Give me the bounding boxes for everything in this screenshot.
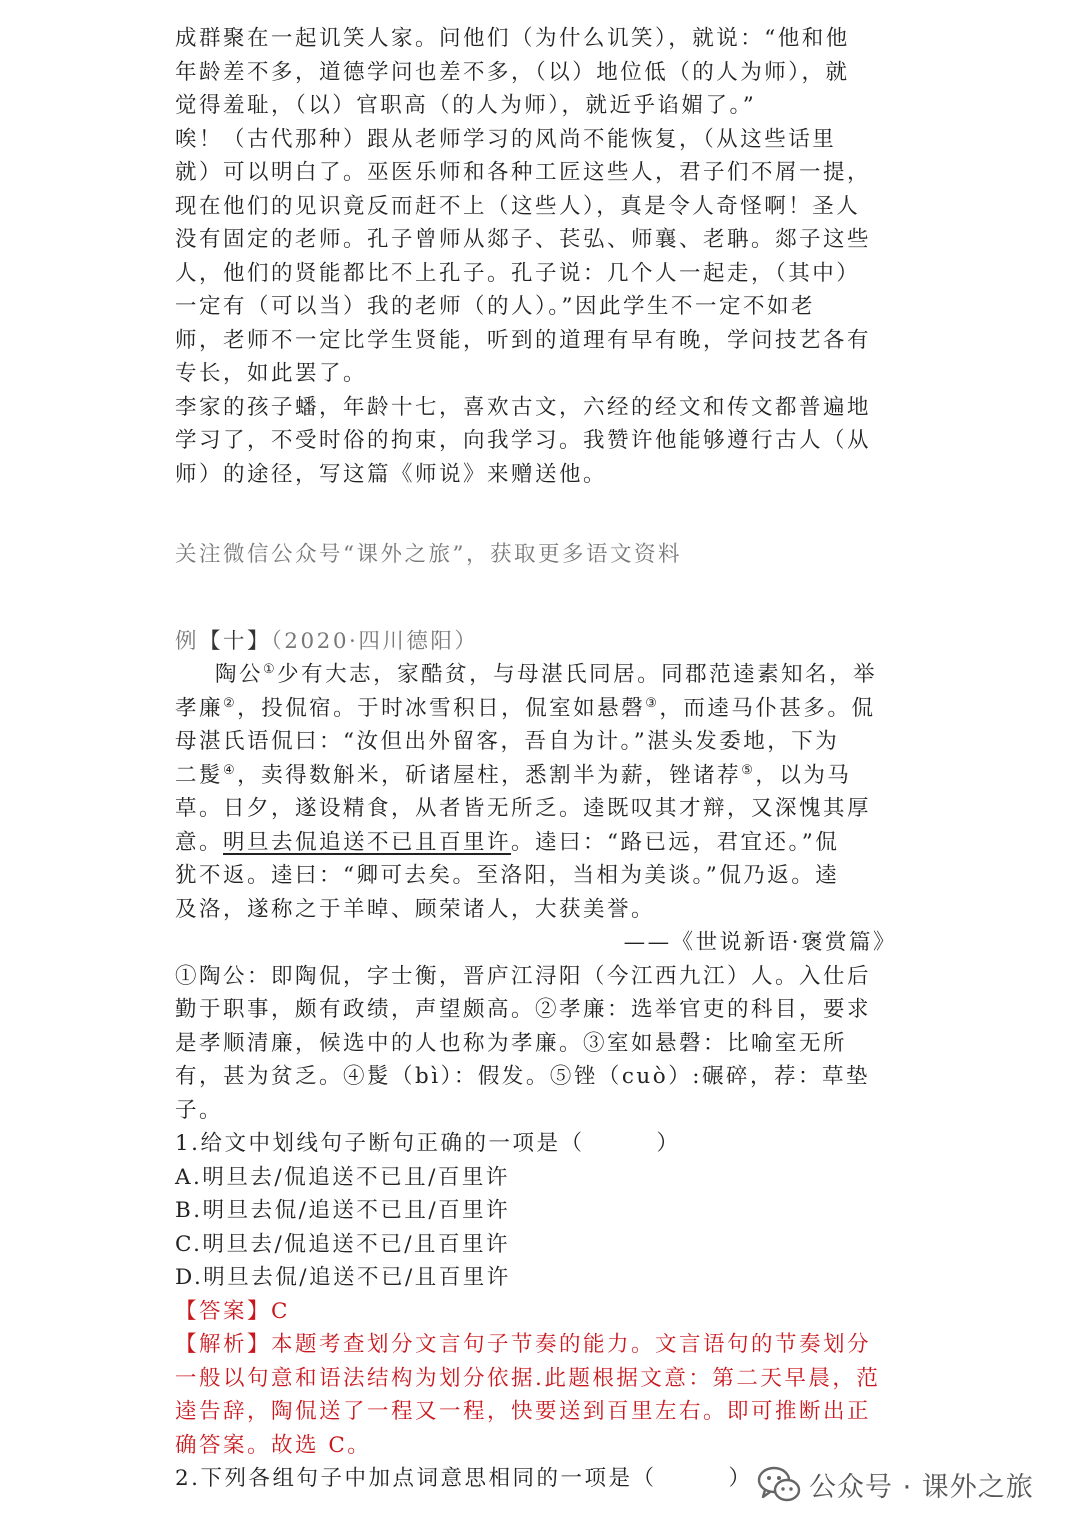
attribution: ——《世说新语·褒赏篇》 bbox=[623, 930, 897, 955]
footnotes bbox=[175, 960, 897, 1128]
analysis-line: 逵告辞，陶侃送了一程又一程，快要送到百里左右。即可推断出正 bbox=[175, 1399, 872, 1424]
footnote-marker: ④ bbox=[223, 762, 238, 778]
text-line: 觉得羞耻，（以）官职高（的人为师），就近乎谄媚了。” bbox=[175, 93, 757, 118]
passage-text: 陶公 bbox=[215, 662, 264, 687]
passage-line bbox=[175, 658, 897, 692]
footnote-line: 勤于职事，颇有政绩，声望颇高。②孝廉：选举官吏的科目，要求 bbox=[175, 997, 872, 1022]
footnote-marker: ⑤ bbox=[741, 762, 756, 778]
text-line: 师）的途径，写这篇《师说》来赠送他。 bbox=[175, 461, 608, 487]
passage-text: 。逵曰：“路已远，君宜还。”侃 bbox=[511, 829, 840, 855]
text-line: 成群聚在一起讥笑人家。问他们（为什么讥笑），就说：“他和他 bbox=[175, 26, 850, 51]
passage-text: ，投侃宿。于时冰雪积日，侃室如悬磬 bbox=[237, 695, 646, 721]
analysis-line: 确答案。故选 C。 bbox=[175, 1432, 372, 1458]
passage-line: 犹不返。逵曰：“卿可去矣。至洛阳，当相为美谈。”侃乃返。逵 bbox=[175, 863, 840, 888]
option-b: B.明旦去侃/追送不已且/百里许 bbox=[175, 1198, 511, 1223]
footnote-line: ①陶公：即陶侃，字士衡，晋庐江浔阳（今江西九江）人。入仕后 bbox=[175, 963, 872, 989]
example-header bbox=[175, 625, 897, 659]
analysis-line: 一般以句意和语法结构为划分依据.此题根据文意：第二天早晨，范 bbox=[175, 1365, 881, 1391]
question-2-stem: 2.下列各组句子中加点词意思相同的一项是（ ） bbox=[175, 1466, 753, 1491]
option-d: D.明旦去侃/追送不已/且百里许 bbox=[175, 1265, 511, 1290]
watermark-text: 公众号 · 课外之旅 bbox=[809, 1471, 1034, 1503]
option-c: C.明旦去/侃追送不已/且百里许 bbox=[175, 1231, 511, 1257]
translation-block-1 bbox=[175, 22, 897, 123]
footnote-marker: ③ bbox=[645, 695, 660, 711]
text-line: 年龄差不多，道德学问也差不多，（以）地位低（的人为师），就 bbox=[175, 59, 850, 85]
passage-line bbox=[175, 692, 897, 726]
option-a: A.明旦去/侃追送不已且/百里许 bbox=[175, 1164, 510, 1190]
passage-line: 及洛，遂称之于羊晫、顾荣诸人，大获美誉。 bbox=[175, 896, 656, 922]
passage-line bbox=[175, 826, 897, 860]
text-line: 一定有（可以当）我的老师（的人）。”因此学生不一定不如老 bbox=[175, 294, 815, 319]
passage-text: 二髲 bbox=[175, 762, 224, 788]
text-line: 没有固定的老师。孔子曾师从郯子、苌弘、师襄、老聃。郯子这些 bbox=[175, 227, 872, 252]
passage-text: ，卖得数斛米，斫诸屋柱，悉割半为薪，锉诸荐 bbox=[237, 762, 742, 788]
wechat-icon bbox=[757, 1464, 801, 1504]
question-stem: 1.给文中划线句子断句正确的一项是（ ） bbox=[175, 1131, 681, 1156]
passage-line: 母湛氏语侃曰：“汝但出外留客，吾自为计。”湛头发委地，下为 bbox=[175, 729, 840, 754]
passage-text: 少有大志，家酷贫，与母湛氏同居。同郡范逵素知名，举 bbox=[277, 662, 878, 687]
passage-line bbox=[175, 759, 897, 793]
analysis-line bbox=[175, 1328, 897, 1362]
analysis-label: 【解析】 bbox=[175, 1332, 272, 1357]
answer-value: C bbox=[271, 1298, 290, 1324]
passage-text: 孝廉 bbox=[175, 695, 224, 721]
passage-text: ，而逵马仆甚多。侃 bbox=[659, 695, 876, 721]
text-line: 专长，如此罢了。 bbox=[175, 361, 368, 386]
text-line: 唉！（古代那种）跟从老师学习的风尚不能恢复，（从这些话里 bbox=[175, 126, 837, 152]
footnote-line: 有，甚为贫乏。④髲（bì）：假发。⑤锉（cuò）:碾碎，荐：草垫 bbox=[175, 1064, 870, 1089]
watermark bbox=[757, 1462, 1057, 1506]
example-number: 【十】 bbox=[199, 628, 272, 654]
answer-label: 【答案】 bbox=[175, 1298, 272, 1324]
text-line: 李家的孩子蟠，年龄十七，喜欢古文，六经的经文和传文都普遍地 bbox=[175, 394, 872, 420]
passage bbox=[175, 658, 897, 960]
text-line: 学习了，不受时俗的拘束，向我学习。我赞许他能够遵行古人（从 bbox=[175, 428, 872, 453]
text-line: 人，他们的贤能都比不上孔子。孔子说：几个人一起走，（其中） bbox=[175, 260, 861, 286]
underlined-sentence: 明旦去侃追送不已且百里许 bbox=[223, 829, 512, 855]
answer-line bbox=[175, 1295, 897, 1329]
passage-text: ，以为马 bbox=[755, 762, 852, 788]
footnote-marker: ② bbox=[223, 695, 238, 711]
footnote-line: 子。 bbox=[175, 1097, 224, 1123]
footnote-line: 是孝顺清廉，候选中的人也称为孝廉。③室如悬磬：比喻室无所 bbox=[175, 1030, 848, 1056]
text-line: 师，老师不一定比学生贤能，听到的道理有早有晚，学问技艺各有 bbox=[175, 327, 872, 353]
document-page bbox=[175, 22, 897, 1496]
translation-block-3 bbox=[175, 391, 897, 492]
footnote-marker: ① bbox=[263, 662, 278, 677]
passage-line: 草。日夕，遂设精食，从者皆无所乏。逵既叹其才辩，又深愧其厚 bbox=[175, 796, 872, 821]
question-1 bbox=[175, 1127, 897, 1462]
promo-text: 关注微信公众号“课外之旅”，获取更多语文资料 bbox=[175, 542, 682, 567]
example-label: 例 bbox=[175, 628, 200, 654]
text-line: 就）可以明白了。巫医乐师和各种工匠这些人，君子们不屑一提， bbox=[175, 160, 872, 185]
text-line: 现在他们的见识竟反而赶不上（这些人），真是令人奇怪啊！圣人 bbox=[175, 193, 861, 219]
passage-text: 意。 bbox=[175, 829, 224, 855]
analysis-text: 本题考查划分文言句子节奏的能力。文言语句的节奏划分 bbox=[271, 1332, 872, 1357]
translation-block-2 bbox=[175, 123, 897, 391]
example-source: （2020·四川德阳） bbox=[271, 628, 479, 654]
